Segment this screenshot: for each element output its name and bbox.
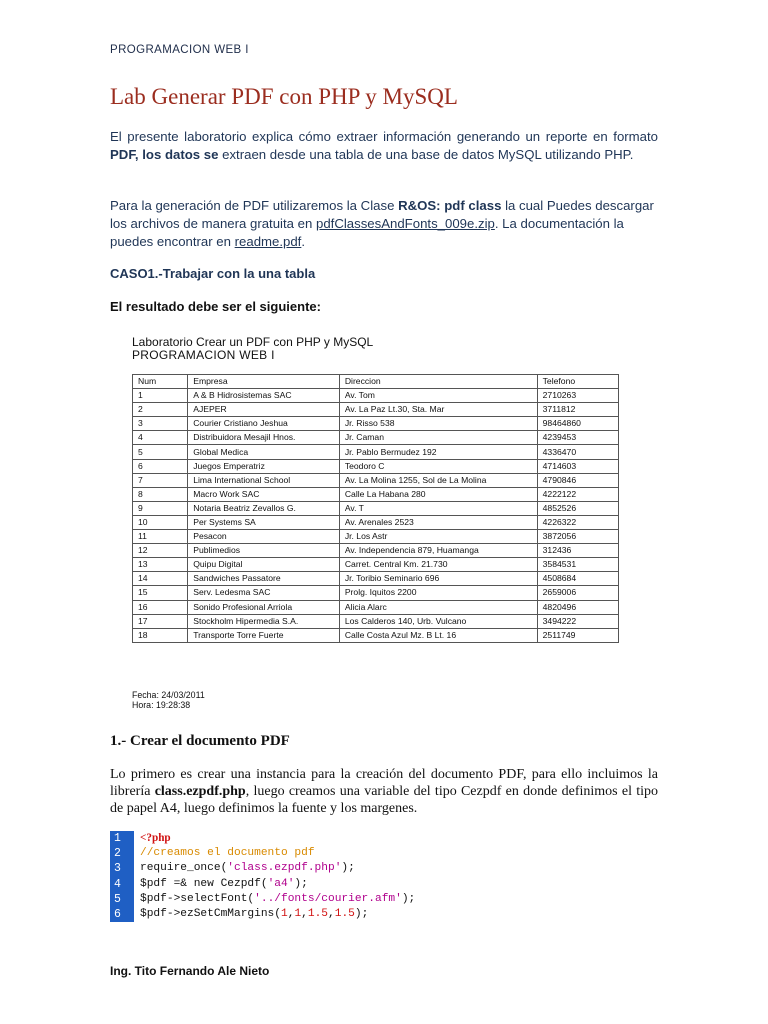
code-token: ,	[301, 907, 308, 920]
row-empresa: Transporte Torre Fuerte	[188, 628, 340, 642]
code-token: ,	[287, 907, 295, 920]
row-empresa: Sandwiches Passatore	[188, 572, 340, 586]
intro-text-a: El presente laboratorio explica cómo extraer información generando un reporte en formato	[110, 129, 658, 144]
intro-text-bold: PDF, los datos se	[110, 147, 219, 162]
row-telefono: 2710263	[537, 389, 618, 403]
code-row	[110, 907, 530, 922]
row-direccion: Av. La Paz Lt.30, Sta. Mar	[339, 403, 537, 417]
line-number: 5	[110, 892, 134, 907]
row-telefono: 4790846	[537, 473, 618, 487]
table-row	[133, 473, 619, 487]
row-num: 18	[133, 628, 188, 642]
row-direccion: Carret. Central Km. 21.730	[339, 558, 537, 572]
row-direccion: Jr. Pablo Bermudez 192	[339, 445, 537, 459]
code-token: require_once(	[140, 862, 228, 875]
code-line	[140, 861, 355, 876]
row-telefono: 2511749	[537, 628, 618, 642]
line-number: 3	[110, 861, 134, 876]
row-telefono: 4239453	[537, 431, 618, 445]
row-empresa: Sonido Profesional Arriola	[188, 600, 340, 614]
row-direccion: Calle La Habana 280	[339, 487, 537, 501]
row-telefono: 312436	[537, 544, 618, 558]
row-telefono: 3872056	[537, 530, 618, 544]
table-row	[133, 572, 619, 586]
row-telefono: 4820496	[537, 600, 618, 614]
report-table-body	[133, 389, 619, 643]
row-empresa: Courier Cristiano Jeshua	[188, 417, 340, 431]
row-num: 15	[133, 586, 188, 600]
row-num: 12	[133, 544, 188, 558]
code-line	[140, 831, 171, 847]
code-line	[140, 892, 415, 907]
library-text-c: la cual Puedes descargar los archivos de manera gratuita en	[110, 198, 654, 231]
code-number: 1	[294, 907, 302, 920]
column-header: Empresa	[188, 375, 340, 389]
row-telefono: 4226322	[537, 515, 618, 529]
row-empresa: Quipu Digital	[188, 558, 340, 572]
table-row	[133, 389, 619, 403]
row-num: 9	[133, 501, 188, 515]
row-telefono: 3584531	[537, 558, 618, 572]
library-text-e: .	[301, 234, 306, 249]
library-text-d: . La documentación la puedes encontrar en	[110, 216, 624, 249]
code-line	[140, 907, 368, 922]
table-row	[133, 558, 619, 572]
row-num: 3	[133, 417, 188, 431]
line-number: 4	[110, 877, 134, 892]
table-row	[133, 628, 619, 642]
report-datetime	[132, 690, 205, 710]
row-empresa: Notaria Beatriz Zevallos G.	[188, 501, 340, 515]
library-class-name: R&OS: pdf class	[398, 198, 502, 213]
row-empresa: AJEPER	[188, 403, 340, 417]
row-direccion: Los Calderos 140, Urb. Vulcano	[339, 614, 537, 628]
table-row	[133, 515, 619, 529]
line-number: 2	[110, 846, 134, 861]
row-num: 1	[133, 389, 188, 403]
page-title: Lab Generar PDF con PHP y MySQL	[110, 84, 458, 109]
library-paragraph	[110, 197, 658, 251]
row-empresa: A & B Hidrosistemas SAC	[188, 389, 340, 403]
readme-link[interactable]: readme.pdf	[234, 234, 302, 249]
code-token: $pdf->ezSetCmMargins(	[140, 907, 281, 920]
code-string: 'a4'	[267, 877, 295, 890]
table-row	[133, 614, 619, 628]
row-empresa: Global Medica	[188, 445, 340, 459]
row-num: 4	[133, 431, 188, 445]
code-token: );	[294, 877, 308, 890]
code-number: 1.5	[307, 907, 329, 920]
row-direccion: Alicia Alarc	[339, 600, 537, 614]
row-direccion: Jr. Los Astr	[339, 530, 537, 544]
page-footer: Ing. Tito Fernando Ale Nieto	[110, 964, 270, 978]
row-num: 13	[133, 558, 188, 572]
row-direccion: Teodoro C	[339, 459, 537, 473]
code-row	[110, 861, 530, 876]
php-open-tag: <?php	[140, 832, 171, 844]
row-empresa: Pesacon	[188, 530, 340, 544]
code-token: ,	[328, 907, 335, 920]
row-num: 7	[133, 473, 188, 487]
code-string: 'class.ezpdf.php'	[227, 862, 342, 875]
row-num: 5	[133, 445, 188, 459]
code-string: '../fonts/courier.afm'	[254, 892, 402, 905]
row-direccion: Jr. Caman	[339, 431, 537, 445]
library-file-name: class.ezpdf.php	[154, 784, 246, 799]
section-text-a: Lo primero es crear una instancia para la creación del documento PDF, para ello incluimos la librería	[110, 767, 658, 799]
report-preview	[132, 335, 620, 710]
row-telefono: 3711812	[537, 403, 618, 417]
table-row	[133, 530, 619, 544]
row-empresa: Macro Work SAC	[188, 487, 340, 501]
line-number: 1	[110, 831, 134, 846]
row-empresa: Serv. Ledesma SAC	[188, 586, 340, 600]
row-direccion: Av. T	[339, 501, 537, 515]
row-num: 11	[133, 530, 188, 544]
code-number: 1	[281, 907, 288, 920]
library-text-a: Para la generación de PDF utilizaremos la Clase	[110, 198, 399, 213]
row-num: 8	[133, 487, 188, 501]
report-date: Fecha: 24/03/2011	[132, 690, 205, 700]
row-num: 17	[133, 614, 188, 628]
code-token: $pdf =& new Cezpdf(	[140, 877, 268, 890]
report-table	[132, 374, 619, 643]
page-header: PROGRAMACION WEB I	[110, 44, 249, 56]
column-header: Num	[133, 375, 188, 389]
code-row	[110, 892, 530, 907]
table-row	[133, 501, 619, 515]
row-direccion: Av. Arenales 2523	[339, 515, 537, 529]
code-row	[110, 877, 530, 892]
row-direccion: Av. Tom	[339, 389, 537, 403]
case-heading: CASO1.-Trabajar con la una tabla	[110, 266, 316, 281]
report-time: Hora: 19:28:38	[132, 700, 191, 710]
row-telefono: 4336470	[537, 445, 618, 459]
row-direccion: Av. La Molina 1255, Sol de La Molina	[339, 473, 537, 487]
section-text-c: , luego creamos una variable del tipo Cezpdf en donde definimos el tipo de papel A4, luego definimos la fuente y los margenes.	[110, 784, 659, 816]
column-header: Direccion	[339, 375, 537, 389]
row-direccion: Jr. Toribio Seminario 696	[339, 572, 537, 586]
report-subtitle: PROGRAMACION WEB I	[132, 348, 275, 362]
row-empresa: Per Systems SA	[188, 515, 340, 529]
table-row	[133, 431, 619, 445]
code-row	[110, 831, 530, 846]
intro-paragraph	[110, 128, 658, 164]
table-row	[133, 403, 619, 417]
code-token: );	[354, 907, 369, 920]
code-token: );	[341, 862, 355, 875]
row-telefono: 98464860	[537, 417, 618, 431]
row-empresa: Juegos Emperatriz	[188, 459, 340, 473]
row-telefono: 4508684	[537, 572, 618, 586]
result-label: El resultado debe ser el siguiente:	[110, 299, 321, 314]
table-row	[133, 544, 619, 558]
table-row	[133, 417, 619, 431]
row-empresa: Distribuidora Mesajil Hnos.	[188, 431, 340, 445]
row-num: 16	[133, 600, 188, 614]
table-row	[133, 459, 619, 473]
row-direccion: Av. Independencia 879, Huamanga	[339, 544, 537, 558]
column-header: Telefono	[537, 375, 618, 389]
row-telefono: 4222122	[537, 487, 618, 501]
code-row	[110, 846, 530, 861]
code-token: $pdf->selectFont(	[140, 892, 255, 905]
row-direccion: Jr. Risso 538	[339, 417, 537, 431]
row-num: 10	[133, 515, 188, 529]
row-telefono: 3494222	[537, 614, 618, 628]
code-comment: //creamos el documento pdf	[140, 847, 315, 860]
row-telefono: 4714603	[537, 459, 618, 473]
report-header-row	[133, 375, 619, 389]
code-token: );	[401, 892, 416, 905]
row-telefono: 2659006	[537, 586, 618, 600]
row-num: 6	[133, 459, 188, 473]
row-empresa: Publimedios	[188, 544, 340, 558]
code-line	[140, 877, 308, 892]
row-direccion: Calle Costa Azul Mz. B Lt. 16	[339, 628, 537, 642]
row-num: 14	[133, 572, 188, 586]
row-telefono: 4852526	[537, 501, 618, 515]
table-row	[133, 586, 619, 600]
section-paragraph	[110, 766, 658, 817]
table-row	[133, 445, 619, 459]
row-direccion: Prolg. Iquitos 2200	[339, 586, 537, 600]
line-number: 6	[110, 907, 134, 922]
download-zip-link[interactable]: pdfClassesAndFonts_009e.zip	[315, 216, 495, 231]
code-number: 1.5	[334, 907, 355, 920]
table-row	[133, 600, 619, 614]
row-num: 2	[133, 403, 188, 417]
table-row	[133, 487, 619, 501]
report-title: Laboratorio Crear un PDF con PHP y MySQL	[132, 335, 374, 349]
section-heading: 1.- Crear el documento PDF	[110, 733, 290, 749]
intro-text-c: extraen desde una tabla de una base de datos MySQL utilizando PHP.	[218, 147, 634, 162]
row-empresa: Stockholm Hipermedia S.A.	[188, 614, 340, 628]
row-empresa: Lima International School	[188, 473, 340, 487]
code-block	[110, 831, 530, 921]
